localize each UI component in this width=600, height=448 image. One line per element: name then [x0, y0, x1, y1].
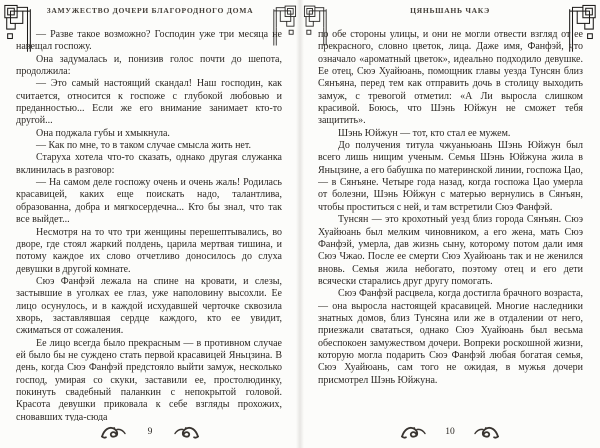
dragon-ornament-icon [173, 425, 200, 439]
dragon-ornament-icon [400, 425, 427, 439]
running-header-book-title: ЗАМУЖЕСТВО ДОЧЕРИ БЛАГОРОДНОГО ДОМА [46, 6, 254, 15]
paragraph: Ее лицо всегда было прекрасным — в противном случае ей было бы не суждено стать первой красавицей Яньцзина. В день, когда Сюэ Фанфэй предстояло выйти замуж, несколько господ, умирая со скуки, заставили ее, простолюдинку, покинуть свадебный паланкин с непокрытой головой. Красота девушки приковала к себе взгляды прохожих, сновавших туда-сюда [16, 337, 282, 421]
paragraph: — Это самый настоящий скандал! Наш господин, как считается, относится к госпоже с глубокой любовью и преданностью... Если же его внимание занимает кто-то другой... [16, 78, 282, 127]
paragraph: Старуха хотела что-то сказать, однако другая служанка вклинилась в разговор: [16, 152, 282, 176]
page-footer [300, 423, 600, 441]
paragraph: Тунсян — это крохотный уезд близ города Сянъян. Сюэ Хуайюань был мелким чиновником, а его жена, мать Сюэ Фанфэй, умерла, дав жизнь сыну, которому потом дали имя Сюэ Чжао. После ее смерти Сюэ Хуайюань так и не женился вновь. Семья жила небогато, поэтому отец и его дети всячески старались друг другу помогать. [318, 214, 583, 287]
page-body-text [318, 29, 583, 421]
paragraph: Сюэ Фанфэй лежала на спине на кровати, и слезы, застывшие в уголках ее глаз, уже наполовину высохли. Ее лицо осунулось, и в каждой исхудавшей черточке сквозила хворь, заставлявшая сердце каждого, кто ее увидит, сжиматься от сожаления. [16, 275, 282, 337]
paragraph: — Как по мне, то в таком случае смысла жить нет. [36, 140, 251, 152]
running-header-author-name: ЦЯНЬШАНЬ ЧАКЭ [410, 6, 490, 15]
page-body-text [16, 29, 282, 421]
page-number: 10 [445, 427, 455, 437]
paragraph: — Разве такое возможно? Господин уже три месяца не навещал госпожу. [16, 29, 282, 53]
paragraph: — На самом деле госпожу очень и очень жаль! Родилась красавицей, каких еще поискать надо, талантлива, образованна, добра и мягкосердечна... Кто бы знал, что так все выйдет... [16, 177, 282, 226]
paragraph: Сюэ Фанфэй расцвела, когда достигла брачного возраста, — она выросла настоящей красавицей. Многие наследники знатных домов, близ Тунсяна или же в отдалении от него, приезжали свататься, однако Сюэ Хуайюань был весьма обеспокоен замужеством дочери. Вопреки роскошной жизни, которую могла подарить Сюэ Фанфэй любая богатая семья, Сюэ Хуайюань, сам того не ожидая, в мужья дочери присмотрел Шэнь Юйжуна. [318, 288, 583, 386]
paragraph: Шэнь Юйжун — тот, кто стал ее мужем. [338, 127, 511, 139]
page-right [300, 0, 600, 448]
page-footer [0, 423, 300, 441]
paragraph: Она поджала губы и хмыкнула. [36, 127, 170, 139]
paragraph: по обе стороны улицы, и они не могли отвести взгляд от ее прекрасного, словно цветок, лица. Даже имя, Фанфэй, что означало «ароматный цветок», идеально подходило девушке. Ее отец, Сюэ Хуайюань, помощник главы уезда Тунсян близ Сянъяна, перед тем как отправить дочь в столицу выходить замуж, с тревогой отметил: «А Ли выросла слишком красивой. Боюсь, что Шэнь Юйжун не сможет тебя защитить». [318, 29, 583, 127]
paragraph: Она задумалась и, понизив голос почти до шепота, продолжила: [16, 53, 282, 78]
paragraph: Несмотря на то что три женщины перешептывались, во дворе, где стоял жаркий полдень, царила мертвая тишина, и потому каждое их слово отчетливо доносилось до слуха девушки в другой комнате. [16, 226, 282, 275]
dragon-ornament-icon [473, 425, 500, 439]
dragon-ornament-icon [100, 425, 127, 439]
page-number: 9 [147, 427, 153, 437]
paragraph: До получения титула чжуаньюань Шэнь Юйжун был всего лишь нищим ученым. Семья Шэнь Юйжуна жила в Яньцзине, а его бабушка по материнской линии, госпожа Цао, — в Сянъяне. Четыре года назад, когда госпожа Цао умерла от болезни, Шэнь Юйжун с матерью вернулись в Сянъян, чтобы проститься с ней, и там встретили Сюэ Фанфэй. [318, 140, 583, 213]
